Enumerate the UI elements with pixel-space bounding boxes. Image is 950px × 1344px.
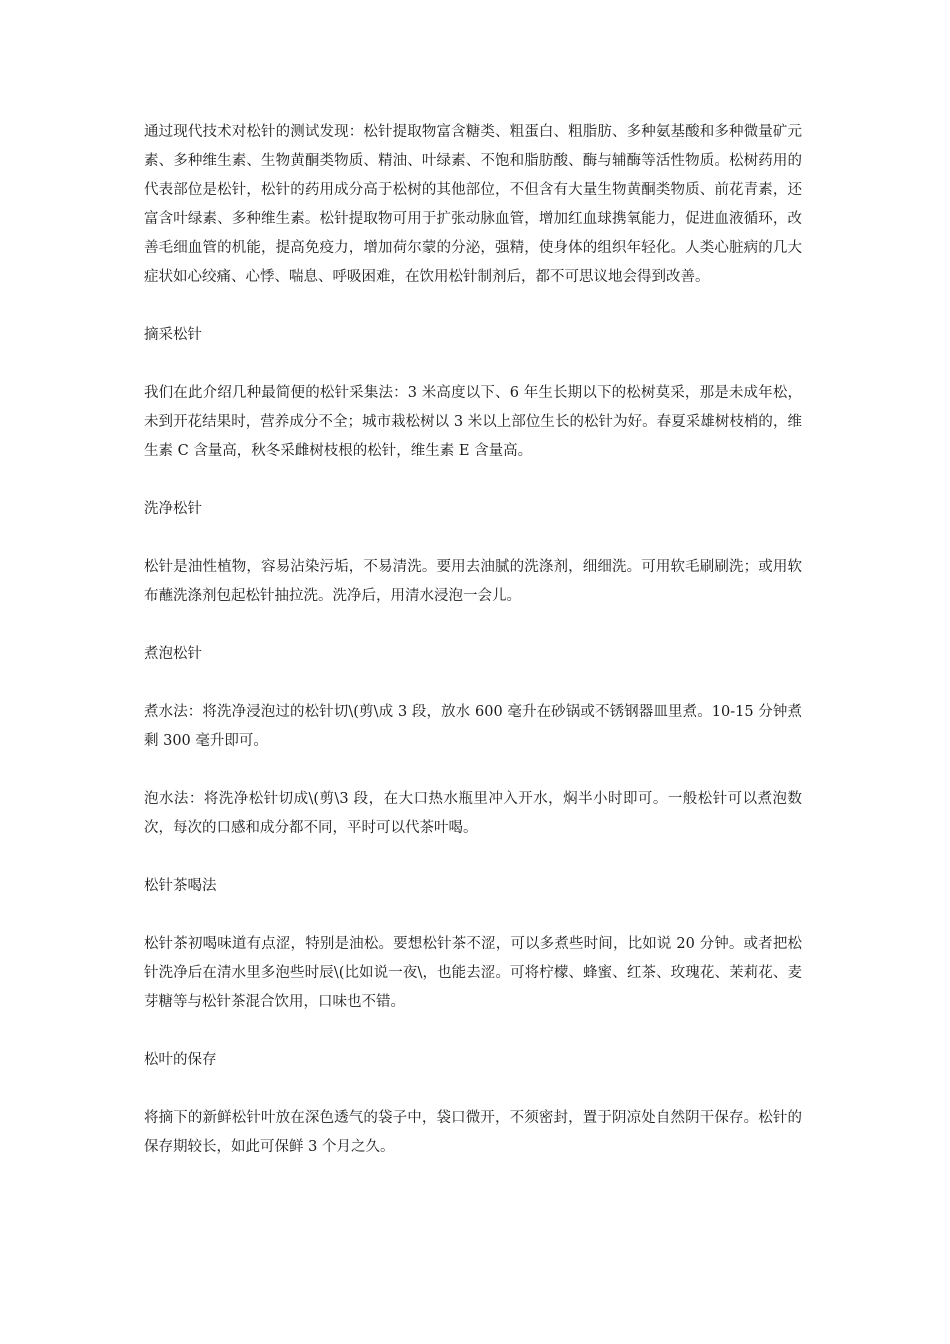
- drinking-paragraph: 松针茶初喝味道有点涩，特别是油松。要想松针茶不涩，可以多煮些时间，比如说 20 分钟。或者把松针洗净后在清水里多泡些时辰\(比如说一夜\，也能去涩。可将柠檬、蜂蜜、红茶、玫瑰花、茉莉花、麦芽糖等与松针茶混合饮用，口味也不错。: [144, 936, 802, 1010]
- storage-paragraph: 将摘下的新鲜松针叶放在深色透气的袋子中，袋口微开，不须密封，置于阴凉处自然阴干保存。松针的保存期较长，如此可保鲜 3 个月之久。: [144, 1110, 802, 1155]
- document-page: [144, 118, 802, 1191]
- section-heading-washing: 洗净松针: [144, 501, 202, 517]
- section-heading-picking: 摘采松针: [144, 327, 202, 343]
- section-heading-drinking: 松针茶喝法: [144, 878, 217, 894]
- intro-paragraph: 通过现代技术对松针的测试发现：松针提取物富含糖类、粗蛋白、粗脂肪、多种氨基酸和多种微量矿元素、多种维生素、生物黄酮类物质、精油、叶绿素、不饱和脂肪酸、酶与辅酶等活性物质。松树药用的代表部位是松针，松针的药用成分高于松树的其他部位，不但含有大量生物黄酮类物质、前花青素，还富含叶绿素、多种维生素。松针提取物可用于扩张动脉血管，增加红血球携氧能力，促进血液循环，改善毛细血管的机能，提高免疫力，增加荷尔蒙的分泌，强精，使身体的组织年轻化。人类心脏病的几大症状如心绞痛、心悸、喘息、呼吸困难，在饮用松针制剂后，都不可思议地会得到改善。: [144, 124, 802, 285]
- steeping-method-paragraph: 泡水法：将洗净松针切成\(剪\3 段，在大口热水瓶里冲入开水，焖半小时即可。一般松针可以煮泡数次，每次的口感和成分都不同，平时可以代茶叶喝。: [144, 791, 802, 836]
- section-heading-brewing: 煮泡松针: [144, 646, 202, 662]
- washing-paragraph: 松针是油性植物，容易沾染污垢，不易清洗。要用去油腻的洗涤剂，细细洗。可用软毛刷刷洗；或用软布蘸洗涤剂包起松针抽拉洗。洗净后，用清水浸泡一会儿。: [144, 559, 802, 604]
- picking-paragraph: 我们在此介绍几种最简便的松针采集法：3 米高度以下、6 年生长期以下的松树莫采，那是未成年松，未到开花结果时，营养成分不全；城市栽松树以 3 米以上部位生长的松针为好。春夏采雄树枝梢的，维生素 C 含量高，秋冬采雌树枝根的松针，维生素 E 含量高。: [144, 385, 802, 459]
- boiling-method-paragraph: 煮水法：将洗净浸泡过的松针切\(剪\成 3 段，放水 600 毫升在砂锅或不锈钢器皿里煮。10-15 分钟煮剩 300 毫升即可。: [144, 704, 802, 749]
- section-heading-storage: 松叶的保存: [144, 1052, 217, 1068]
